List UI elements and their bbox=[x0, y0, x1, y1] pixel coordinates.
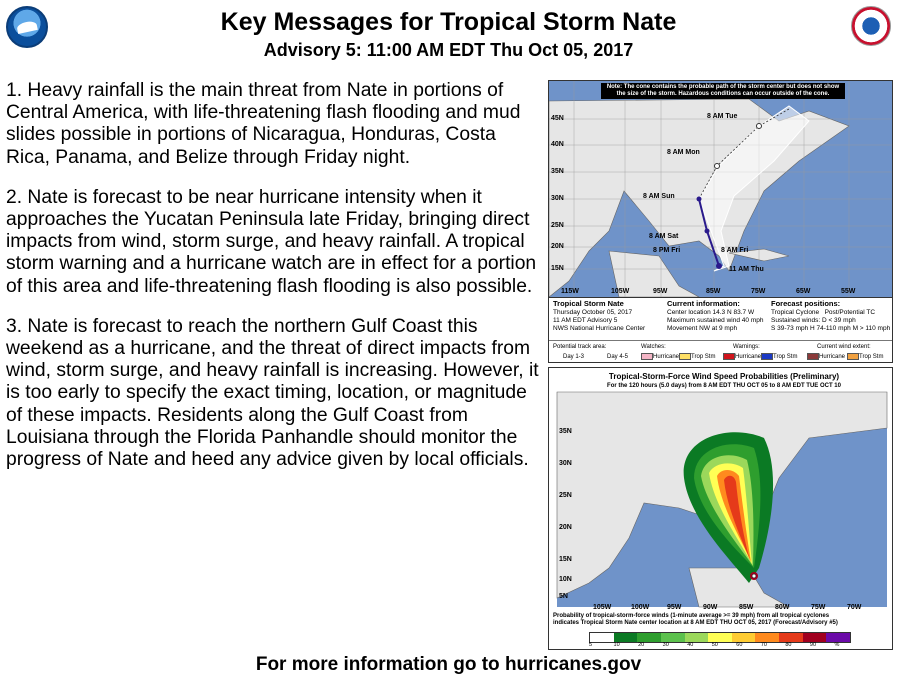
scale-swatch bbox=[590, 633, 614, 642]
cone-legend bbox=[549, 340, 892, 363]
scale-swatch bbox=[755, 633, 779, 642]
cone-forecast-map bbox=[548, 80, 893, 363]
legend-watch-tropstm: Trop Stm bbox=[691, 354, 716, 360]
current-info bbox=[667, 300, 763, 333]
key-message-3: 3. Nate is forecast to reach the northern Gulf Coast this weekend as a hurricane, and the threat of direct impacts from wind, storm surge, and heavy rainfall is increasing. However, it is too early to specify the exact timing, location, or magnitude of these impacts. Residents along the Gulf Coast from Louisiana through the Florida Panhandle should monitor the progress of Nate and heed any advice given by local officials. bbox=[6, 315, 539, 471]
storm-name: Tropical Storm Nate bbox=[553, 299, 624, 308]
probability-scale-labels bbox=[589, 642, 859, 648]
scale-swatch bbox=[803, 633, 827, 642]
lat-label: 20N bbox=[551, 243, 564, 250]
page-title: Key Messages for Tropical Storm Nate bbox=[220, 8, 677, 36]
scale-label: % bbox=[834, 642, 840, 648]
wind-s: S 39-73 mph bbox=[771, 325, 809, 332]
scale-label: 70 bbox=[760, 642, 767, 648]
legend-watches: Watches: bbox=[641, 344, 666, 350]
legend-track-area: Potential track area: bbox=[553, 344, 607, 350]
lat-label: 25N bbox=[551, 222, 564, 229]
hurricane-watch-swatch bbox=[641, 353, 653, 360]
track-label: 8 AM Fri bbox=[721, 247, 749, 254]
lat-label: 20N bbox=[559, 524, 572, 531]
cone-note: Note: The cone contains the probable path of the storm center but does not show the size of the storm. Hazardous conditions can occur outside of the cone. bbox=[601, 83, 845, 99]
lon-label: 75W bbox=[751, 288, 766, 295]
storm-advisory: 11 AM EDT Advisory 5 bbox=[553, 317, 618, 324]
lon-label: 95W bbox=[667, 604, 682, 611]
scale-swatch bbox=[779, 633, 803, 642]
lon-label: 95W bbox=[653, 288, 668, 295]
wind-probability-map bbox=[548, 367, 893, 650]
lon-label: 90W bbox=[703, 604, 718, 611]
hurricane-warning-swatch bbox=[723, 353, 735, 360]
lat-label: 15N bbox=[559, 556, 572, 563]
hurricane-extent-swatch bbox=[807, 353, 819, 360]
track-label: 8 AM Sat bbox=[649, 233, 679, 240]
ts-watch-swatch bbox=[679, 353, 691, 360]
lat-label: 45N bbox=[551, 115, 564, 122]
key-messages bbox=[6, 80, 541, 489]
lon-label: 70W bbox=[847, 604, 862, 611]
scale-label: 50 bbox=[711, 642, 718, 648]
probability-note-2: indicates Tropical Storm Nate center location at 8 AM EDT THU OCT 05, 2017 (Forecast/Advisory #5) bbox=[553, 620, 838, 626]
scale-label: 20 bbox=[638, 642, 645, 648]
lat-label: 35N bbox=[551, 168, 564, 175]
lat-label: 30N bbox=[551, 195, 564, 202]
legend-extent-tropstm: Trop Stm bbox=[859, 354, 884, 360]
lon-label: 105W bbox=[593, 604, 612, 611]
current-info-title: Current information: bbox=[667, 299, 740, 308]
current-movement: Movement NW at 9 mph bbox=[667, 325, 738, 332]
forecast-positions bbox=[771, 300, 890, 333]
scale-label: 80 bbox=[785, 642, 792, 648]
lat-label: 25N bbox=[559, 492, 572, 499]
key-message-1: 1. Heavy rainfall is the main threat from Nate in portions of Central America, with life-threatening flash flooding and mud slides possible in portions of Nicaragua, Honduras, Costa Rica, Panama, and Belize through Friday night. bbox=[6, 80, 521, 168]
scale-swatch bbox=[732, 633, 756, 642]
wind-m: M > 110 mph bbox=[852, 325, 891, 332]
legend-extent-hurricane: Hurricane bbox=[819, 354, 846, 360]
scale-label: 10 bbox=[613, 642, 620, 648]
lon-label: 75W bbox=[811, 604, 826, 611]
scale-label: 40 bbox=[687, 642, 694, 648]
legend-warn-tropstm: Trop Stm bbox=[773, 354, 798, 360]
wind-map-graphic bbox=[549, 368, 892, 613]
scale-label: 90 bbox=[809, 642, 817, 648]
scale-swatch bbox=[614, 633, 638, 642]
winds-label: Sustained winds: bbox=[771, 317, 821, 324]
track-label: 8 AM Tue bbox=[707, 113, 738, 120]
lon-label: 115W bbox=[561, 288, 579, 295]
forecast-positions-title: Forecast positions: bbox=[771, 299, 841, 308]
footer-link-text: For more information go to hurricanes.gov bbox=[255, 654, 642, 675]
lat-label: 40N bbox=[551, 141, 564, 148]
storm-date: Thursday October 05, 2017 bbox=[553, 309, 633, 316]
scale-swatch bbox=[637, 633, 661, 642]
storm-center: NWS National Hurricane Center bbox=[553, 325, 646, 332]
track-label: 8 AM Mon bbox=[667, 149, 700, 156]
key-message-2: 2. Nate is forecast to be near hurricane intensity when it approaches the Yucatan Peninsula late Friday, bringing direct impacts from wind, storm surge, and heavy rainfall. A tropical storm warning and a hurricane watch are in effect for a portion of this area and life-threatening flash flooding is also possible. bbox=[6, 186, 537, 297]
track-label: 11 AM Thu bbox=[729, 266, 764, 273]
cone-info-box bbox=[549, 297, 892, 363]
current-location: Center location 14.3 N 83.7 W bbox=[667, 309, 755, 316]
wind-map-subtitle: For the 120 hours (5.0 days) from 8 AM EDT THU OCT 05 to 8 AM EDT TUE OCT 10 bbox=[607, 383, 841, 389]
lon-label: 100W bbox=[631, 604, 650, 611]
lon-label: 85W bbox=[739, 604, 754, 611]
ts-extent-swatch bbox=[847, 353, 859, 360]
scale-label: 30 bbox=[662, 642, 669, 648]
legend-day13: Day 1-3 bbox=[563, 354, 585, 360]
legend-warnings: Warnings: bbox=[733, 344, 760, 350]
scale-swatch bbox=[826, 633, 850, 642]
lat-label: 10N bbox=[559, 576, 572, 583]
storm-block bbox=[553, 300, 645, 333]
scale-swatch bbox=[708, 633, 732, 642]
legend-watch-hurricane: Hurricane bbox=[653, 354, 680, 360]
lat-label: 30N bbox=[559, 460, 572, 467]
post-tc-label: Post/Potential TC bbox=[824, 309, 876, 316]
wind-map-title: Tropical-Storm-Force Wind Speed Probabilities (Preliminary) bbox=[608, 372, 840, 381]
legend-warn-hurricane: Hurricane bbox=[735, 354, 762, 360]
ts-warning-swatch bbox=[761, 353, 773, 360]
legend-day45: Day 4-5 bbox=[607, 354, 629, 360]
current-wind: Maximum sustained wind 40 mph bbox=[667, 317, 764, 324]
lon-label: 85W bbox=[706, 288, 721, 295]
track-label: 8 PM Fri bbox=[653, 247, 681, 254]
lon-label: 55W bbox=[841, 288, 856, 295]
wind-d: D < 39 mph bbox=[821, 317, 856, 324]
lat-label: 5N bbox=[559, 593, 568, 600]
probability-note bbox=[553, 613, 888, 627]
probability-note-1: Probability of tropical-storm-force winds (1-minute average >= 39 mph) from all tropical cyclones bbox=[553, 613, 830, 619]
legend-wind-extent: Current wind extent: bbox=[817, 344, 871, 350]
lon-label: 105W bbox=[611, 288, 630, 295]
scale-label: 60 bbox=[736, 642, 743, 648]
advisory-subtitle: Advisory 5: 11:00 AM EDT Thu Oct 05, 2017 bbox=[263, 40, 634, 60]
scale-swatch bbox=[661, 633, 685, 642]
track-label: 8 AM Sun bbox=[643, 193, 675, 200]
lon-label: 65W bbox=[796, 288, 811, 295]
wind-h: H 74-110 mph bbox=[810, 325, 851, 332]
scale-swatch bbox=[685, 633, 709, 642]
lat-label: 15N bbox=[551, 265, 564, 272]
tc-label: Tropical Cyclone bbox=[771, 309, 820, 316]
lon-label: 80W bbox=[775, 604, 790, 611]
lat-label: 35N bbox=[559, 428, 572, 435]
scale-label: 5 bbox=[589, 642, 593, 648]
